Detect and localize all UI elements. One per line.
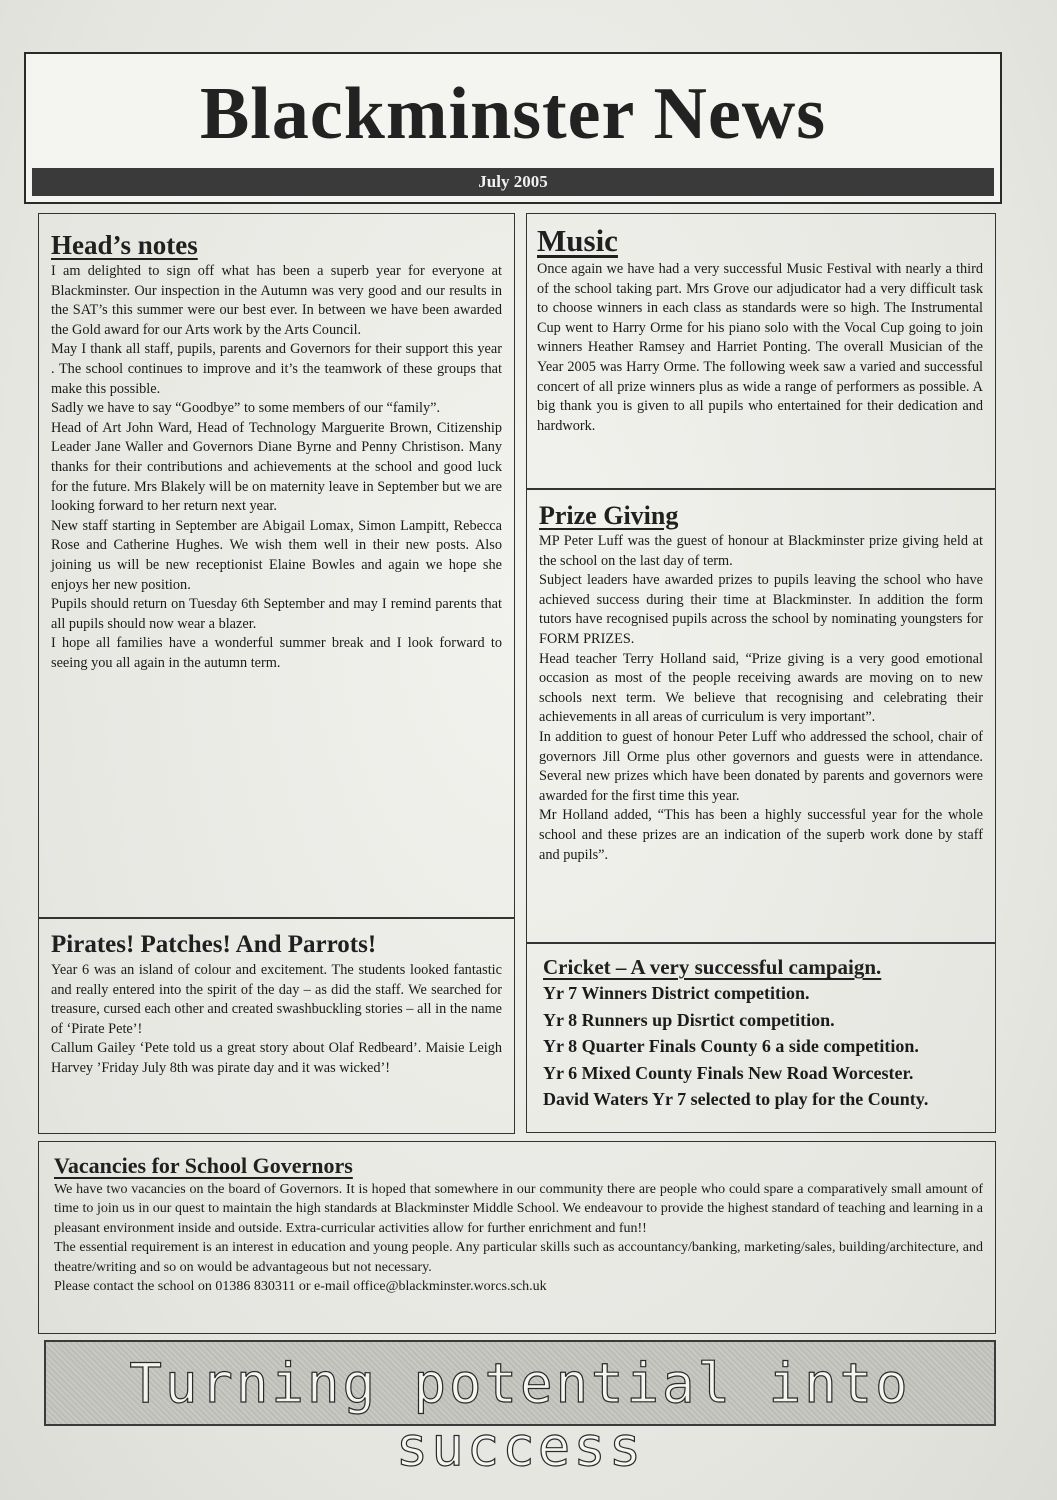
cricket-result: Yr 8 Runners up Disrtict competition. [543,1009,835,1030]
article-paragraph: May I thank all staff, pupils, parents and Governors for their support this year . The school continues to improve and it’s the teamwork of these groups that make this possible. [51,341,502,397]
prize-giving-article [526,489,996,943]
article-paragraph: Mr Holland added, “This has been a highly successful year for the whole school and these prizes are an indication of the superb work done by staff and pupils”. [539,807,983,863]
music-article [526,213,996,489]
cricket-article [526,943,996,1133]
cricket-result: David Waters Yr 7 selected to play for the County. [543,1089,929,1109]
music-heading: Music [537,223,618,258]
vacancies-heading: Vacancies for School Governors [54,1153,353,1178]
article-paragraph: New staff starting in September are Abigail Lomax, Simon Lampitt, Rebecca Rose and Catherine Hughes. We wish them well in their new posts. Also joining us will be new receptionist Elaine Bowles and again we hope she enjoys her new position. [51,517,502,593]
article-paragraph: Once again we have had a very successful Music Festival with nearly a third of the school taking part. Mrs Grove our adjudicator had a very difficult task to choose winners in each class as standards were so high. The Instrumental Cup went to Harry Orme for his piano solo with the Vocal Cup going to join winners Heather Ramsey and Harriet Ponting. The overall Musician of the Year 2005 was Harry Orme. The following week saw a varied and successful concert of all prize winners plus as wide a range of performers as possible. A big thank you is given to all pupils who entertained for their dedication and hardwork. [537,261,983,434]
article-paragraph: In addition to guest of honour Peter Luff who addressed the school, chair of governors Jill Orme plus other governors and guests were in attendance. Several new prizes which have been donated by parents and governors were awarded for the first time this year. [539,728,983,804]
vacancies-article [38,1141,996,1334]
slogan-banner [44,1340,996,1478]
cricket-result: Yr 6 Mixed County Finals New Road Worcester. [543,1062,914,1083]
article-paragraph: I am delighted to sign off what has been a superb year for everyone at Blackminster. Our inspection in the Autumn was very good and our results in the SAT’s this summer were our best ever. In between we have been awarded the Gold award for our Arts work by the Arts Council. [51,263,502,338]
pirates-article [38,918,515,1134]
newsletter-title: Blackminster News [199,73,827,155]
contact-line: Please contact the school on 01386 830311 or e-mail office@blackminster.worcs.sch.uk [54,1279,547,1295]
masthead [24,52,1002,204]
article-paragraph: The essential requirement is an interest in education and young people. Any particular skills such as accountancy/banking, marketing/sales, building/architecture, and theatre/writing and so on would be advantageous but not necessary. [54,1240,983,1275]
cricket-heading: Cricket – A very successful campaign. [543,955,882,979]
article-paragraph: Callum Gailey ‘Pete told us a great story about Olaf Redbeard’. Maisie Leigh Harvey ’Friday July 8th was pirate day and it was wicked’! [51,1040,502,1076]
slogan-text: Turning potential into success [129,1352,911,1478]
article-paragraph: We have two vacancies on the board of Governors. It is hoped that somewhere in our community there are people who could spare a comparatively small amount of time to join us in our quest to maintain the high standards at Blackminster Middle School. We endeavour to provide the highest standard of teaching and learning in a pleasant environment inside and outside. Extra-curricular activities allow for further enrichment and fun!! [54,1182,983,1236]
issue-date: July 2005 [32,168,994,196]
article-paragraph: Head teacher Terry Holland said, “Prize giving is a very good emotional occasion as most of the people receiving awards are moving on to new schools next term. We believe that recognising and celebrating their achievements in all areas of curriculum is very important”. [539,650,983,726]
article-paragraph: Year 6 was an island of colour and excitement. The students looked fantastic and really entered into the spirit of the day – as did the staff. We searched for treasure, cursed each other and created swashbuckling stories – all in the name of ‘Pirate Pete’! [51,962,502,1037]
article-paragraph: Head of Art John Ward, Head of Technology Marguerite Brown, Citizenship Leader Jane Waller and Governors Diane Byrne and Penny Christison. Many thanks for their contributions and achievements at the school and good luck for the future. Mrs Blakely will be on maternity leave in September but we are looking forward to her return next year. [51,419,502,515]
heads-notes-article [38,213,515,918]
cricket-result: Yr 8 Quarter Finals County 6 a side competition. [543,1036,919,1056]
cricket-result: Yr 7 Winners District competition. [543,983,810,1003]
article-paragraph: Subject leaders have awarded prizes to pupils leaving the school who have achieved success during their time at Blackminster. In addition the form tutors have recognised pupils across the school by nominating youngsters for FORM PRIZES. [539,572,983,647]
article-paragraph: MP Peter Luff was the guest of honour at Blackminster prize giving held at the school on the last day of term. [539,533,983,569]
pirates-heading: Pirates! Patches! And Parrots! [51,931,377,958]
heads-notes-heading: Head’s notes [51,230,198,260]
article-paragraph: Pupils should return on Tuesday 6th September and may I remind parents that all pupils should now wear a blazer. [51,596,502,632]
article-paragraph: I hope all families have a wonderful summer break and I look forward to seeing you all again in the autumn term. [51,635,502,671]
article-paragraph: Sadly we have to say “Goodbye” to some members of our “family”. [51,400,441,417]
prize-giving-heading: Prize Giving [539,501,679,530]
